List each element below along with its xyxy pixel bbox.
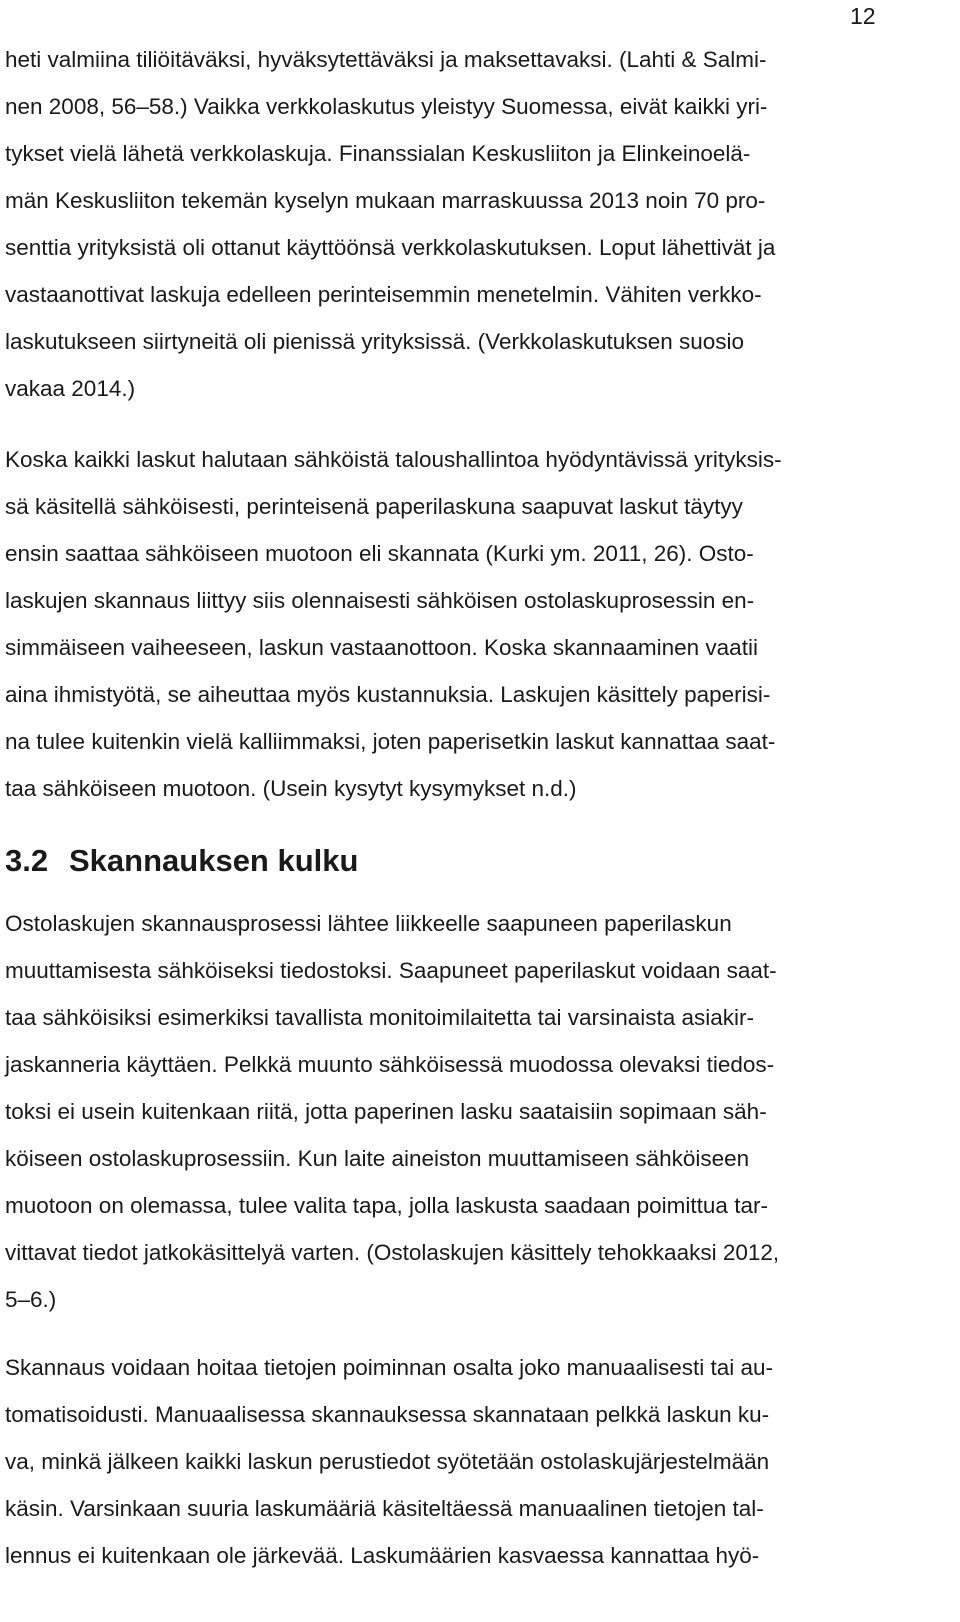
text-line: vakaa 2014.)	[5, 376, 136, 401]
text-line: tomatisoidusti. Manuaalisessa skannauksessa skannataan pelkkä laskun ku-	[5, 1402, 770, 1427]
text-line: muotoon on olemassa, tulee valita tapa, jolla laskusta saadaan poimittua tar-	[5, 1193, 768, 1218]
text-line: na tulee kuitenkin vielä kalliimmaksi, joten paperisetkin laskut kannattaa saat-	[5, 729, 776, 754]
text-line: va, minkä jälkeen kaikki laskun perustiedot syötetään ostolaskujärjestelmään	[5, 1449, 770, 1474]
text-line: simmäiseen vaiheeseen, laskun vastaanottoon. Koska skannaaminen vaatii	[5, 635, 758, 660]
text-line: Skannaus voidaan hoitaa tietojen poiminnan osalta joko manuaalisesti tai au-	[5, 1355, 773, 1380]
text-line: Ostolaskujen skannausprosessi lähtee liikkeelle saapuneen paperilaskun	[5, 911, 732, 936]
text-line: käsin. Varsinkaan suuria laskumääriä käsiteltäessä manuaalinen tietojen tal-	[5, 1496, 764, 1521]
paragraph-3	[5, 900, 935, 1323]
text-line: Koska kaikki laskut halutaan sähköistä taloushallintoa hyödyntävissä yrityksis-	[5, 447, 782, 472]
section-title: Skannauksen kulku	[69, 843, 359, 878]
section-number: 3.2	[5, 843, 49, 878]
section-heading	[5, 836, 358, 886]
text-line: män Keskusliiton tekemän kyselyn mukaan marraskuussa 2013 noin 70 pro-	[5, 188, 766, 213]
text-line: heti valmiina tiliöitäväksi, hyväksytettäväksi ja maksettavaksi. (Lahti & Salmi-	[5, 47, 767, 72]
text-line: muuttamisesta sähköiseksi tiedostoksi. Saapuneet paperilaskut voidaan saat-	[5, 958, 777, 983]
text-line: vastaanottivat laskuja edelleen perinteisemmin menetelmin. Vähiten verkko-	[5, 282, 762, 307]
text-line: köiseen ostolaskuprosessiin. Kun laite aineiston muuttamiseen sähköiseen	[5, 1146, 750, 1171]
text-line: laskutukseen siirtyneitä oli pienissä yrityksissä. (Verkkolaskutuksen suosio	[5, 329, 745, 354]
text-line: taa sähköisiksi esimerkiksi tavallista monitoimilaitetta tai varsinaista asiakir-	[5, 1005, 755, 1030]
text-line: toksi ei usein kuitenkaan riitä, jotta paperinen lasku saataisiin sopimaan säh-	[5, 1099, 767, 1124]
paragraph-4	[5, 1344, 935, 1579]
text-line: tykset vielä lähetä verkkolaskuja. Finanssialan Keskusliiton ja Elinkeinoelä-	[5, 141, 751, 166]
paragraph-2	[5, 436, 935, 812]
text-line: senttia yrityksistä oli ottanut käyttöönsä verkkolaskutuksen. Loput lähettivät ja	[5, 235, 776, 260]
text-line: ensin saattaa sähköiseen muotoon eli skannata (Kurki ym. 2011, 26). Osto-	[5, 541, 754, 566]
text-line: taa sähköiseen muotoon. (Usein kysytyt kysymykset n.d.)	[5, 776, 577, 801]
text-line: sä käsitellä sähköisesti, perinteisenä paperilaskuna saapuvat laskut täytyy	[5, 494, 743, 519]
text-line: laskujen skannaus liittyy siis olennaisesti sähköisen ostolaskuprosessin en-	[5, 588, 755, 613]
text-line: aina ihmistyötä, se aiheuttaa myös kustannuksia. Laskujen käsittely paperisi-	[5, 682, 771, 707]
text-line: vittavat tiedot jatkokäsittelyä varten. (Ostolaskujen käsittely tehokkaaksi 2012,	[5, 1240, 780, 1265]
text-line: lennus ei kuitenkaan ole järkevää. Laskumäärien kasvaessa kannattaa hyö-	[5, 1543, 760, 1568]
text-line: jaskanneria käyttäen. Pelkkä muunto sähköisessä muodossa olevaksi tiedos-	[5, 1052, 775, 1077]
paragraph-1	[5, 36, 935, 412]
text-line: 5–6.)	[5, 1287, 57, 1312]
text-line: nen 2008, 56–58.) Vaikka verkkolaskutus yleistyy Suomessa, eivät kaikki yri-	[5, 94, 768, 119]
page-number: 12	[850, 3, 876, 29]
